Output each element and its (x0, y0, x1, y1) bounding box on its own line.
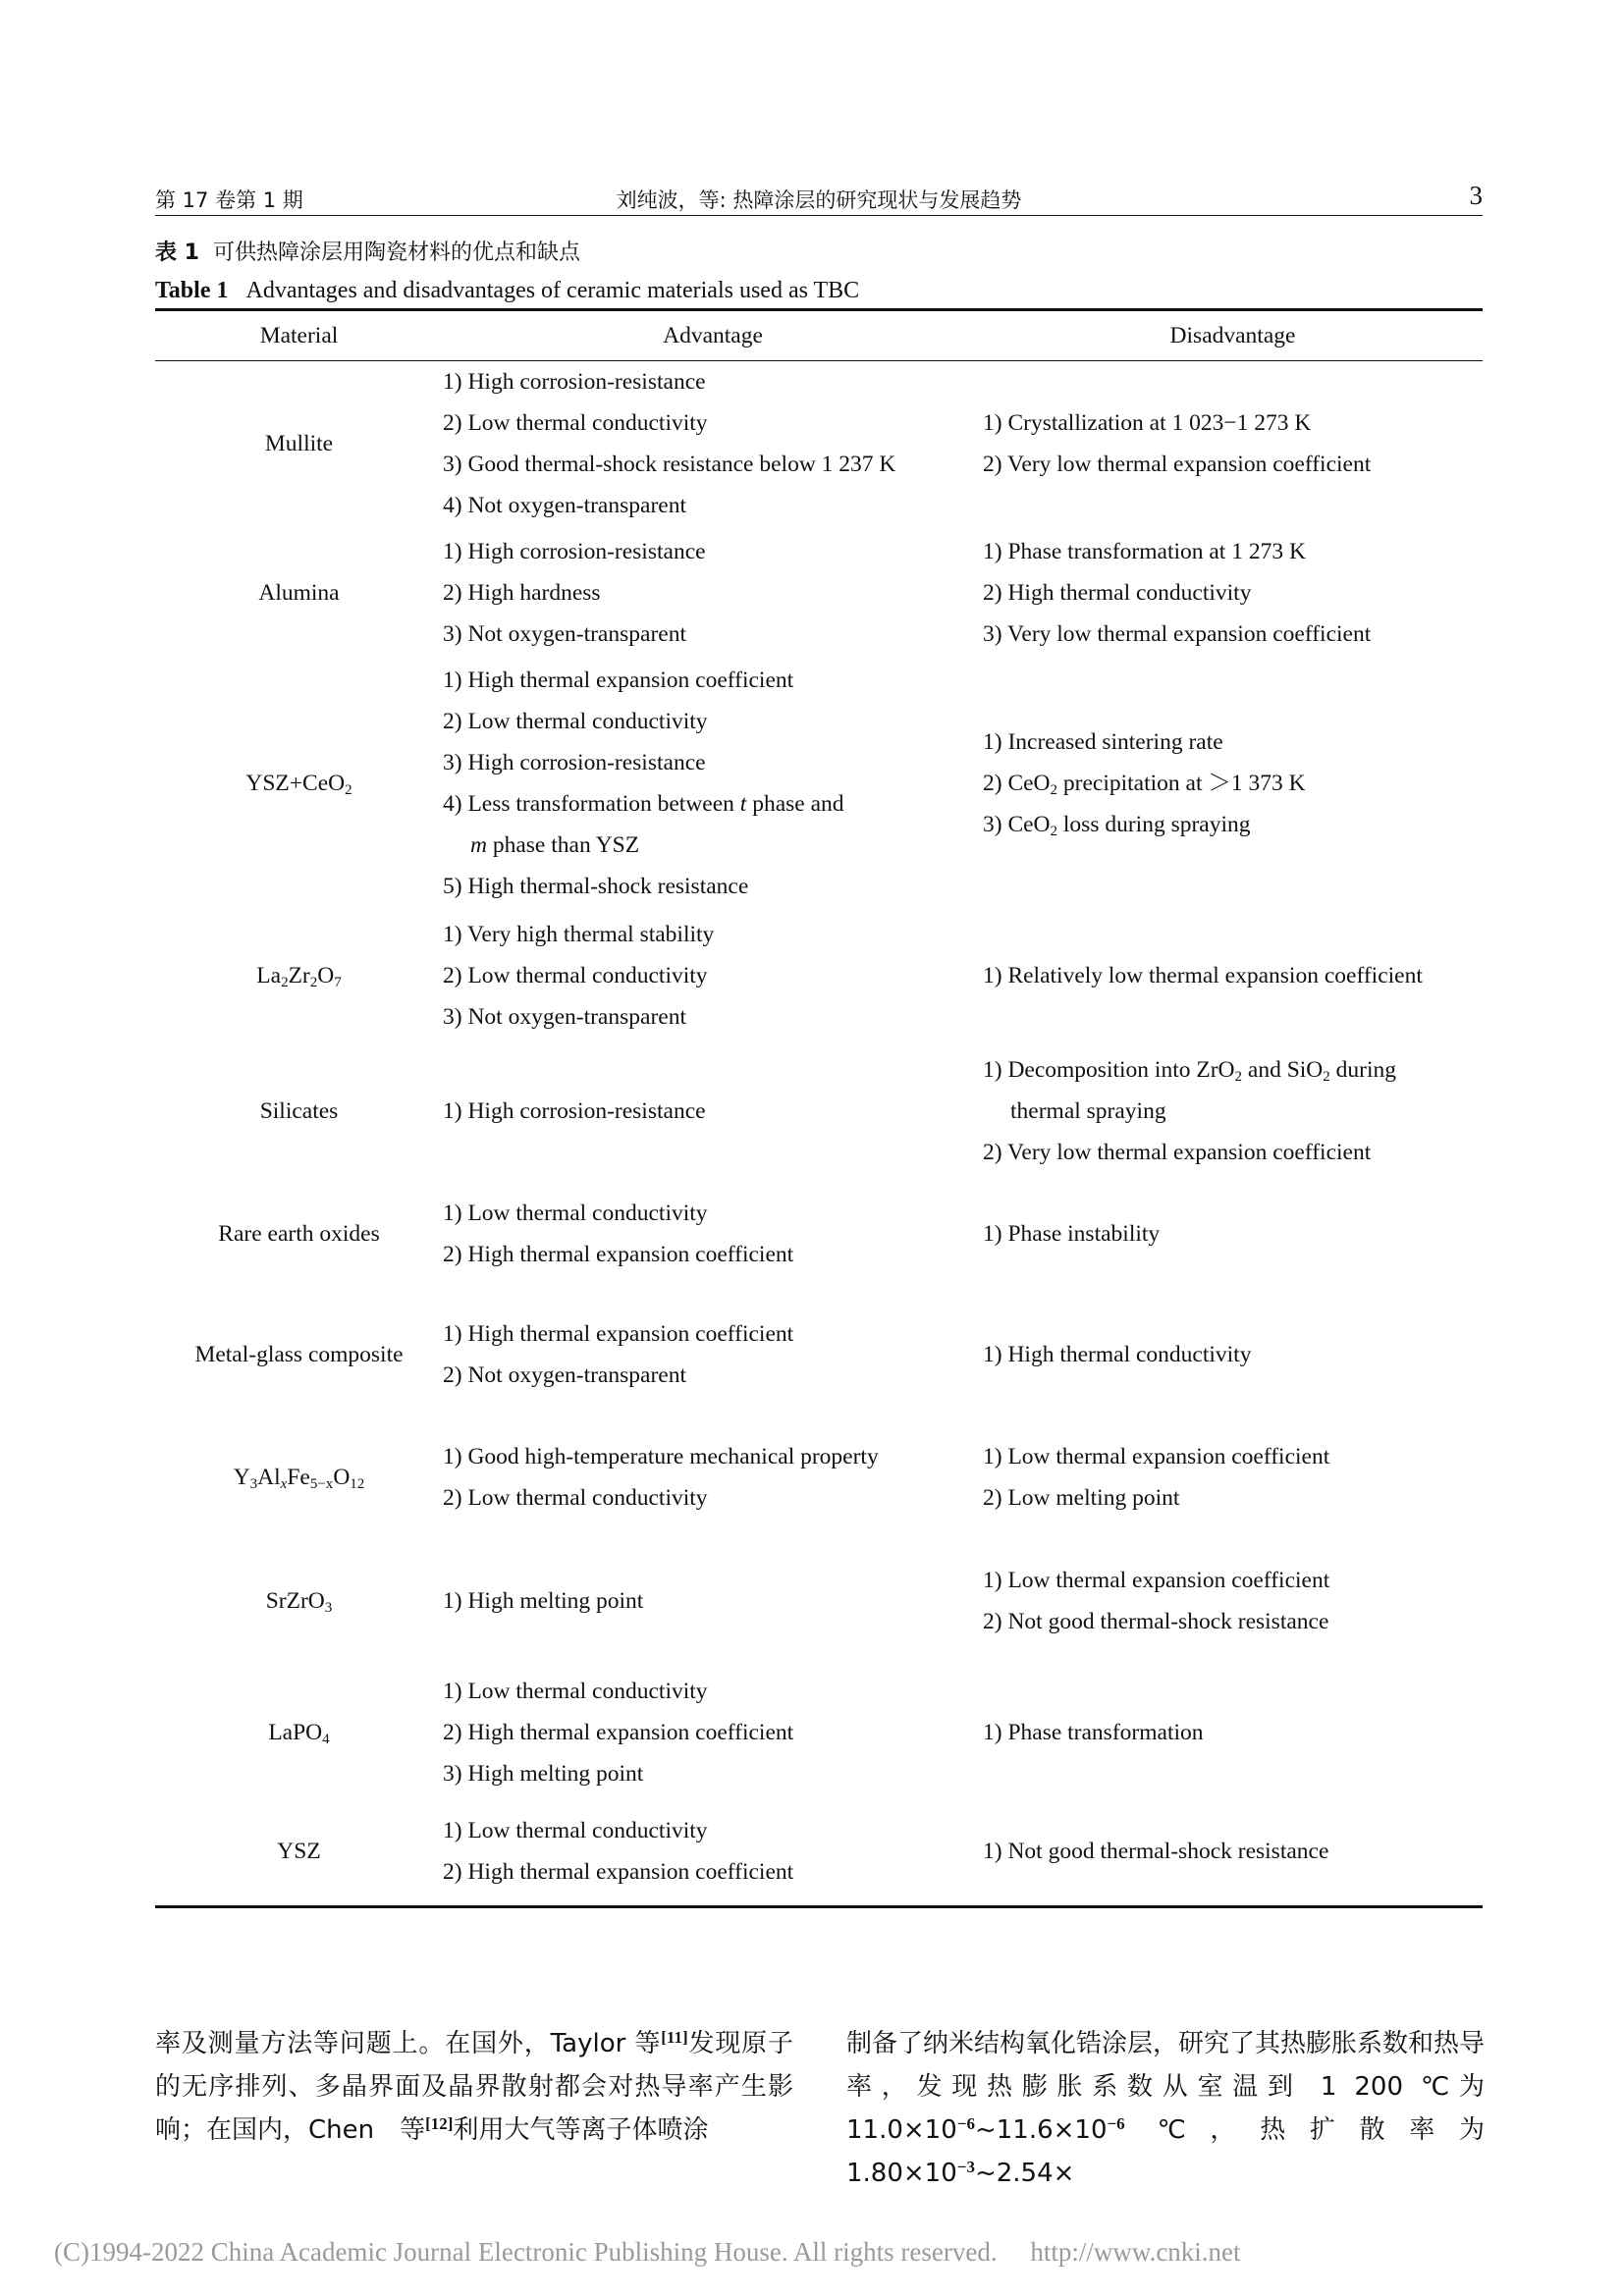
material-cell: SrZrO$_3$ (265, 1588, 333, 1616)
header-material: Material (155, 310, 443, 361)
advantage-cell: 1) High melting point (443, 1588, 644, 1614)
disadvantage-cell: 1) Relatively low thermal expansion coefficient (983, 963, 1423, 988)
disadvantage-cell: 1) Crystallization at 1 023−1 273 K 2) Very low thermal expansion coefficient (983, 410, 1372, 477)
material-cell: Alumina (258, 580, 340, 606)
body-text-left-column: 率及测量方法等问题上。在国外，Taylor 等[11]发现原子的无序排列、多晶界面及晶界散射都会对热导率产生影响；在国内，Chen 等[12]利用大气等离子体喷涂 (155, 2028, 793, 2145)
table-caption-en: Table 1 Advantages and disadvantages of ceramic materials used as TBC (155, 278, 860, 303)
citation-link[interactable]: [11] (661, 2028, 688, 2047)
advantage-cell: 1) Low thermal conductivity 2) High thermal expansion coefficient 3) High melting point (443, 1679, 794, 1787)
table-row (155, 1290, 1483, 1419)
table-row (155, 526, 1483, 660)
material-cell: Rare earth oxides (218, 1221, 380, 1247)
disadvantage-cell: 1) High thermal conductivity (983, 1342, 1252, 1367)
advantage-cell: 1) High corrosion-resistance 2) High hardness 3) Not oxygen-transparent (443, 539, 706, 647)
table-row (155, 907, 1483, 1044)
table-row (155, 660, 1483, 907)
material-cell: Silicates (259, 1098, 339, 1124)
disadvantage-cell: 1) Decomposition into ZrO$_2$ and SiO$_2$ during thermal spraying 2) Very low thermal expansion coefficient (983, 1057, 1396, 1165)
page-number: 3 (1469, 181, 1483, 210)
advantage-cell: 1) Very high thermal stability 2) Low thermal conductivity 3) Not oxygen-transparent (443, 922, 715, 1030)
advantage-cell: 1) High corrosion-resistance (443, 1098, 706, 1124)
table-caption-cn: 表 1 可供热障涂层用陶瓷材料的优点和缺点 (155, 240, 580, 265)
material-cell: Mullite (264, 431, 334, 456)
disadvantage-cell: 1) Increased sintering rate 2) CeO$_2$ precipitation at ＞1 373 K 3) CeO$_2$ loss during spraying (983, 729, 1306, 839)
journal-volume: 第 17 卷第 1 期 (155, 188, 303, 212)
header-rule (155, 215, 1483, 216)
table-row (155, 1178, 1483, 1290)
article-title-header: 刘纯波，等: 热障涂层的研究现状与发展趋势 (616, 188, 1022, 212)
header-disadvantage: Disadvantage (983, 310, 1483, 361)
materials-table (155, 308, 1483, 1908)
disadvantage-cell: 1) Not good thermal-shock resistance (983, 1798, 1483, 1906)
material-cell: $La_2Zr_2O_7$ (256, 963, 342, 990)
running-header (155, 181, 1483, 216)
table-row (155, 1667, 1483, 1798)
material-cell: Metal-glass composite (194, 1342, 404, 1367)
material-cell: YSZ (155, 1798, 443, 1906)
advantage-cell: 1) Good high-temperature mechanical property 2) Low thermal conductivity (443, 1444, 879, 1511)
table-row (155, 1044, 1483, 1178)
advantage-cell: 1) Low thermal conductivity 2) High thermal expansion coefficient (443, 1201, 794, 1267)
table-row (155, 1419, 1483, 1535)
disadvantage-cell: 1) Phase instability (983, 1221, 1161, 1247)
table-row (155, 1535, 1483, 1667)
table-header-row (155, 310, 1483, 361)
copyright-footer: (C)1994-2022 China Academic Journal Electronic Publishing House. All rights reserved. http://www.cnki.net (54, 2237, 1241, 2267)
disadvantage-cell: 1) Low thermal expansion coefficient 2) Low melting point (983, 1444, 1330, 1511)
advantage-cell: 1) High thermal expansion coefficient 2) Low thermal conductivity 3) High corrosion-resistance 4) Less transformation between t phase and m phase than YSZ 5) High thermal-shock resistance (443, 667, 844, 899)
disadvantage-cell: 1) Phase transformation at 1 273 K 2) High thermal conductivity 3) Very low thermal expansion coefficient (983, 539, 1372, 647)
disadvantage-cell: 1) Phase transformation (983, 1720, 1204, 1745)
advantage-cell: 1) High corrosion-resistance 2) Low thermal conductivity 3) Good thermal-shock resistance below 1 237 K 4) Not oxygen-transparent (443, 369, 896, 518)
header-advantage: Advantage (443, 310, 983, 361)
table-row (155, 1798, 1483, 1906)
material-cell: LaPO$_4$ (268, 1720, 330, 1747)
body-text-right-column: 制备了纳米结构氧化锆涂层，研究了其热膨胀系数和热导率，发现热膨胀系数从室温到 1 200 ℃为 $11.0\times 10^{-6}\sim 11.6\times 10^{-6}$ ℃，热扩散率为 $1.80\times 10^{-3}\sim 2.54\times$ (846, 2029, 1486, 2188)
disadvantage-cell: 1) Low thermal expansion coefficient 2) Not good thermal-shock resistance (983, 1568, 1330, 1634)
advantage-cell: 1) High thermal expansion coefficient 2) Not oxygen-transparent (443, 1321, 794, 1388)
material-cell: $Y_3Al_xFe_{5-x}O_{12}$ (233, 1465, 365, 1492)
advantage-cell: 1) Low thermal conductivity 2) High thermal expansion coefficient (443, 1798, 983, 1906)
table-row (155, 361, 1483, 527)
citation-link[interactable]: [12] (425, 2114, 454, 2133)
material-cell: YSZ+CeO$_2$ (245, 771, 352, 798)
